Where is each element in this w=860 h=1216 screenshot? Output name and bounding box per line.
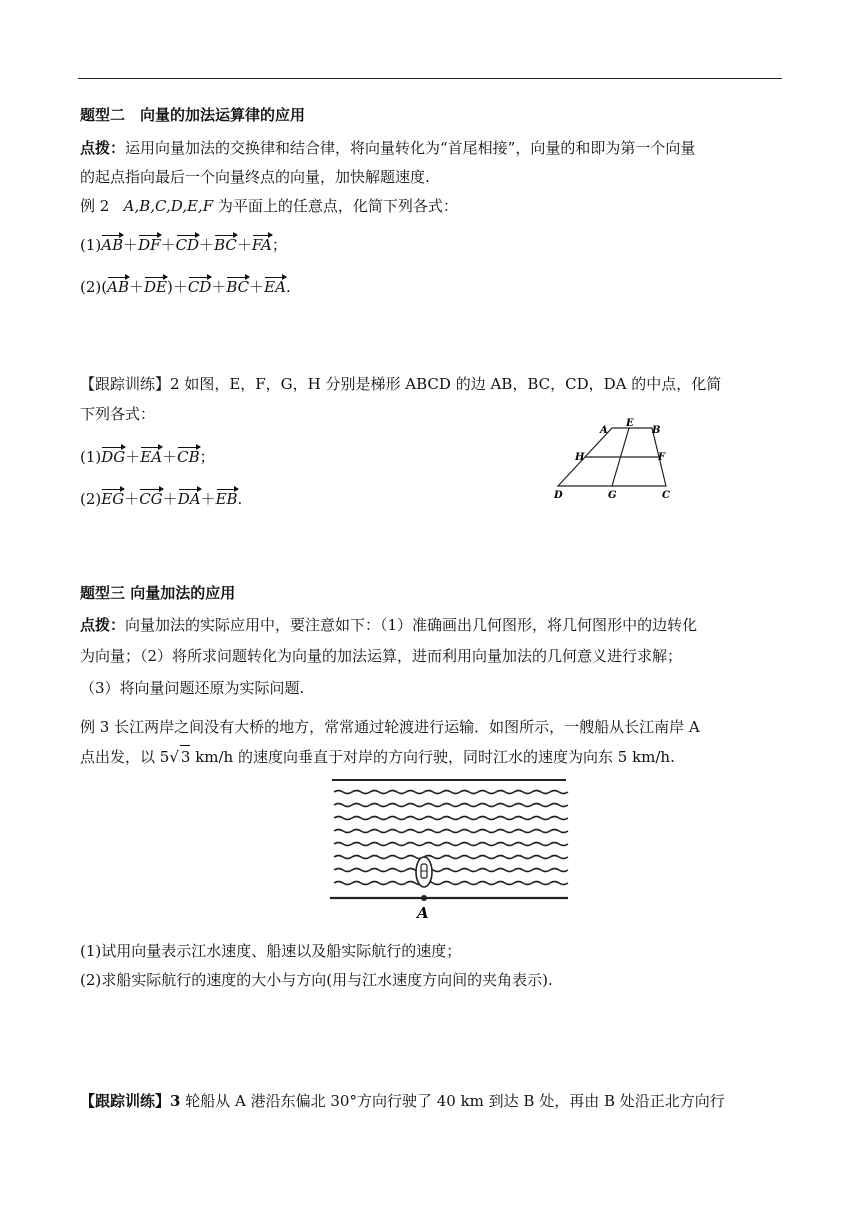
q-prefix: (1) xyxy=(80,448,102,466)
training2-q1: (1)DG＋EA＋CB； xyxy=(80,448,215,466)
training2-line2: 下列各式： xyxy=(80,405,156,423)
section2-title: 题型二 向量的加法运算律的应用 xyxy=(80,106,306,124)
vector: DF xyxy=(138,236,161,254)
training-text: 轮船从 A 港沿东偏北 30°方向行驶了 40 km 到达 B 处，再由 B 处沿正北方向行 xyxy=(180,1092,725,1110)
vector: DG xyxy=(101,448,126,466)
vector: CB xyxy=(177,448,200,466)
wave-line xyxy=(334,869,568,872)
label-h: H xyxy=(575,452,585,463)
trapezoid-figure xyxy=(548,414,678,504)
training-label: 【跟踪训练】3 xyxy=(80,1092,181,1110)
vector: AB xyxy=(101,236,124,254)
river-figure xyxy=(326,772,572,922)
wave-line xyxy=(334,830,568,833)
tip-text: 运用向量加法的交换律和结合律，将向量转化为“首尾相接”，向量的和即为第一个向量 xyxy=(125,139,696,157)
vector: EB xyxy=(215,490,238,508)
label-a: A xyxy=(600,425,608,436)
vector: EA xyxy=(140,448,163,466)
section2-tip-line2: 的起点指向最后一个向量终点的向量，加快解题速度. xyxy=(80,168,430,186)
vector: CD xyxy=(175,236,200,254)
tip-text: 向量加法的实际应用中，要注意如下：（1）准确画出几何图形，将几何图形中的边转化 xyxy=(125,616,698,634)
example2-statement xyxy=(80,195,458,217)
tip-label: 点拨： xyxy=(80,139,126,157)
label-d: D xyxy=(554,490,563,501)
example3-line2 xyxy=(80,745,675,768)
section3-tip-line1 xyxy=(80,614,697,636)
sqrt-sign: √ xyxy=(169,748,179,766)
training-label: 【跟踪训练】2 xyxy=(80,375,180,393)
q-end: . xyxy=(237,490,243,508)
wave-line xyxy=(334,804,568,807)
training2-line1 xyxy=(80,373,721,395)
vector: DE xyxy=(143,278,167,296)
training2-q2: (2)EG＋CG＋DA＋EB. xyxy=(80,490,243,508)
example3-q1: (1)试用向量表示江水速度、船速以及船实际航行的速度； xyxy=(80,942,462,960)
example-label: 例 2 xyxy=(80,197,110,215)
q-end: ； xyxy=(199,448,215,466)
label-g: G xyxy=(608,490,617,501)
vector: AB xyxy=(107,278,129,296)
label-a: A xyxy=(417,904,429,922)
section2-tip-line1 xyxy=(80,137,695,159)
vector: FA xyxy=(251,236,272,254)
wave-line xyxy=(334,843,568,846)
river-waves xyxy=(334,791,568,885)
label-f: F xyxy=(658,452,666,463)
vector: BC xyxy=(214,236,237,254)
example-text: 为平面上的任意点，化简下列各式： xyxy=(213,197,458,215)
example2-q2: (2)(AB＋DE)＋CD＋BC＋EA. xyxy=(80,278,291,296)
training3-line xyxy=(80,1090,725,1112)
vector: DA xyxy=(177,490,201,508)
vector: BC xyxy=(226,278,250,296)
section3-tip-line2: 为向量；（2）将所求问题转化为向量的加法运算，进而利用向量加法的几何意义进行求解； xyxy=(80,647,683,665)
boat-icon xyxy=(416,857,432,887)
vector: EA xyxy=(264,278,286,296)
speed-text: 点出发，以 5 xyxy=(80,748,170,766)
q-prefix: (2) xyxy=(80,490,102,508)
example3-line1: 例 3 长江两岸之间没有大桥的地方，常常通过轮渡进行运输．如图所示，一艘船从长江南岸 A xyxy=(80,718,700,736)
training-text: 如图，E，F，G，H 分别是梯形 ABCD 的边 AB，BC，CD，DA 的中点，化简 xyxy=(184,375,722,393)
speed-text-rest: km/h 的速度向垂直于对岸的方向行驶，同时江水的速度为向东 5 km/h. xyxy=(190,748,675,766)
wave-line xyxy=(334,791,568,794)
wave-line xyxy=(334,856,568,859)
q-end: . xyxy=(285,278,291,296)
q-prefix: (2)( xyxy=(80,278,108,296)
label-e: E xyxy=(626,418,634,429)
wave-line xyxy=(334,882,568,885)
q-end: ； xyxy=(271,236,287,254)
point-a xyxy=(421,895,427,901)
label-b: B xyxy=(652,425,661,436)
example3-q2: (2)求船实际航行的速度的大小与方向(用与江水速度方向间的夹角表示). xyxy=(80,971,553,989)
tip-label: 点拨： xyxy=(80,616,126,634)
section3-title: 题型三 向量加法的应用 xyxy=(80,584,236,602)
point-list: A,B,C,D,E,F xyxy=(123,197,214,215)
vector: CD xyxy=(187,278,212,296)
wave-line xyxy=(334,817,568,820)
sqrt-radicand: 3 xyxy=(180,745,191,768)
example2-q1: (1)AB＋DF＋CD＋BC＋FA； xyxy=(80,236,287,254)
vector: CG xyxy=(139,490,163,508)
vector: EG xyxy=(101,490,125,508)
section3-tip-line3: （3）将向量问题还原为实际问题. xyxy=(80,679,305,697)
header-rule xyxy=(78,78,782,79)
label-c: C xyxy=(662,490,670,501)
q-prefix: (1) xyxy=(80,236,102,254)
